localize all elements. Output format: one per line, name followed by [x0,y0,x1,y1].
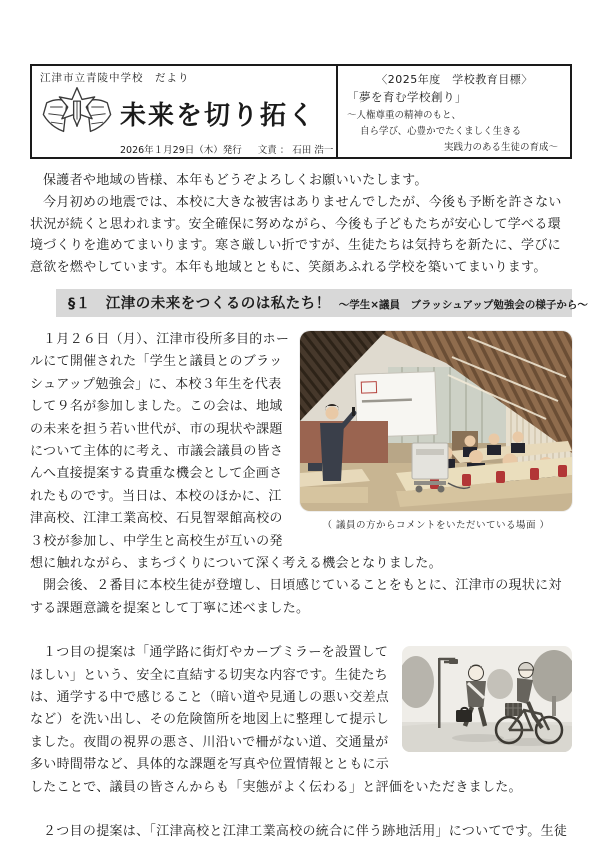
students-commuting-illustration [402,646,572,752]
newsletter-title: 未来を切り拓く [120,100,317,131]
meeting-photo-block [300,331,572,537]
goal-sub-line-1: ～人権尊重の精神のもと、 [347,110,462,121]
section1-paragraph-1: １月２６日（月）、江津市役所多目的ホールにて開催された「学生と議員とのブラッシュアップ勉強会」に、本校３年生を代表して９名が参加しました。この会は、地域の未来を担う若い世代が、市の現状や課題について主体的に考え、市議会議員の皆さんへ直接提案する貴重な機会として企画されたものです。当日は、本校のほかに、江津高校、江津工業高校、石見智翠館高校の３校が参加し、中学生と高校生が互いの発想に触れながら、まちづくりについて深く考える機会となりました。 [30,331,442,572]
section1-heading: §１ 江津の未来をつくるのは私たち！ [68,295,331,312]
issue-date: 2026年１月29日（木）発行 [120,145,242,156]
newsletter-header [30,64,572,159]
intro-section [30,170,572,279]
section1-heading-bar [56,289,588,317]
intro-paragraph: 今月初めの地震では、本校に大きな被害はありませんでしたが、今後も予断を許さない状況が続くと思われます。安全確保に努めながら、今後も子どもたちが安心して学べる環境づくりを進めてまいります。寒さ厳しい折ですが、生徒たちは気持ちを新たに、学びに意欲を燃やしています。本年も地域とともに、笑顔あふれる学校を築いてまいります。 [30,194,562,276]
section1-paragraph-4: ２つ目の提案は、「江津高校と江津工業高校の統合に伴う跡地活用」についてです。生徒 [43,824,568,840]
photo-caption: （ 議員の方からコメントをいただいている場面 ） [322,519,550,531]
header-title-row [40,86,330,140]
author-credit: 文責 ： 石田 浩一 [257,145,334,156]
education-goal-box [338,66,570,157]
school-emblem-icon [40,86,114,140]
header-left-cell [32,66,338,157]
goal-sub-line-2: 自ら学び、心豊かでたくましく生きる [360,126,522,137]
section1-body [30,329,572,844]
goal-slogan: 「夢を育む学校創り」 [347,90,467,104]
meeting-photo [300,331,572,511]
section1-paragraph-3: １つ目の提案は「通学路に街灯やカーブミラーを設置してほしい」という、安全に直結する切実な内容です。生徒たちは、通学する中で感じること（暗い道や見通しの悪い交差点など）を洗い出し、その危険箇所を地図上に整理して提示しました。夜間の視界の悪さ、川沿いで柵がない道、交通量が多い時間帯など、具体的な課題を写真や位置情報とともに示したことで、議員の皆さんからも「実態がよく伝わる」と評価をいただきました。 [30,645,522,795]
intro-greeting: 保護者や地域の皆様、本年もどうぞよろしくお願いいたします。 [43,173,428,188]
school-name: 江津市立青陵中学校 だより [40,72,190,84]
goal-sub-line-3: 実践力のある生徒の育成～ [443,142,558,153]
section1-paragraph-2: 開会後、２番目に本校生徒が登壇し、日頃感じていることをもとに、江津市の現状に対する課題意識を提案として丁寧に述べました。 [30,578,562,616]
section1-subheading: ～学生×議員 ブラッシュアップ勉強会の様子から～ [338,298,588,311]
goal-heading: 〈2025年度 学校教育目標〉 [376,73,533,86]
issue-info-row [120,142,334,156]
